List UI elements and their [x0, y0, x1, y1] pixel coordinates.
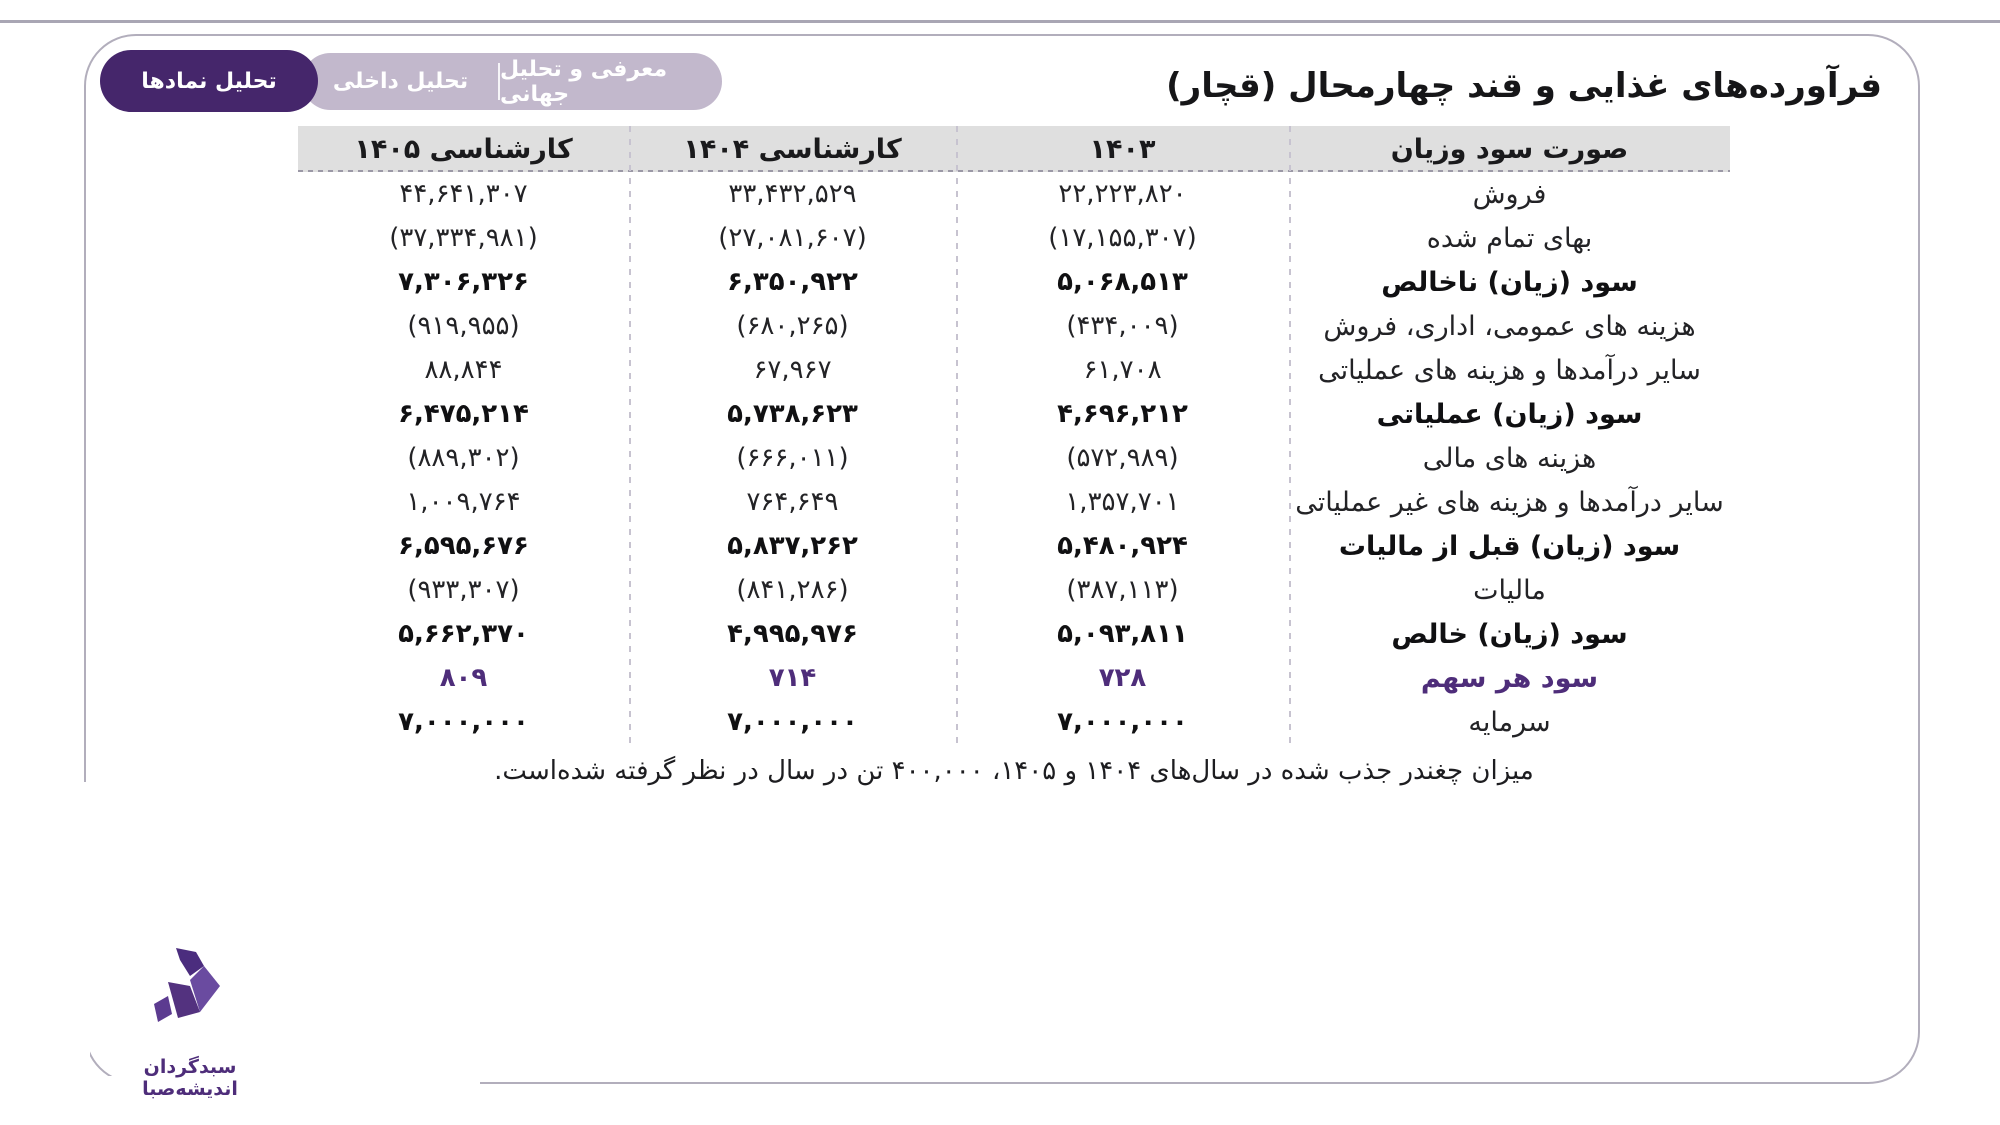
- footnote: میزان چغندر جذب شده در سال‌های ۱۴۰۴ و ۱۴۰۵، ۴۰۰,۰۰۰ تن در سال در نظر گرفته شده‌است.: [494, 756, 1534, 786]
- cell-1405: (۹۳۳,۳۰۷): [407, 575, 520, 605]
- col-header-1405: کارشناسی ۱۴۰۵: [298, 126, 629, 172]
- cell-1403: (۵۷۲,۹۸۹): [1066, 443, 1179, 473]
- page-title: فرآورده‌های غذایی و قند چهارمحال (قچار): [1166, 66, 1882, 106]
- profit-loss-table: [298, 126, 1730, 744]
- cell-1405: (۳۷,۳۳۴,۹۸۱): [389, 223, 538, 253]
- cell-1405: ۵,۶۶۲,۳۷۰: [398, 619, 529, 649]
- cell-1403: ۷,۰۰۰,۰۰۰: [1057, 707, 1188, 737]
- cell-1404: (۶۸۰,۲۶۵): [736, 311, 849, 341]
- col-header-1403: ۱۴۰۳: [956, 126, 1289, 172]
- col-header-statement: صورت سود وزیان: [1289, 126, 1730, 172]
- cell-1404: ۷۶۴,۶۴۹: [746, 487, 839, 517]
- cell-1403: ۱,۳۵۷,۷۰۱: [1065, 487, 1180, 517]
- row-label: هزینه های مالی: [1422, 442, 1597, 474]
- cell-1405: ۷,۳۰۶,۳۲۶: [398, 267, 529, 297]
- tab-internal-analysis[interactable]: تحلیل داخلی: [332, 69, 469, 94]
- tab-group-inactive: [302, 53, 722, 110]
- row-label: سایر درآمدها و هزینه های عملیاتی: [1318, 354, 1701, 386]
- col-header-1404: کارشناسی ۱۴۰۴: [629, 126, 956, 172]
- row-label: مالیات: [1473, 574, 1546, 606]
- cell-1404: ۶,۳۵۰,۹۲۲: [727, 267, 858, 297]
- cell-1405: ۸۸,۸۴۴: [424, 355, 503, 385]
- cell-1405: ۷,۰۰۰,۰۰۰: [398, 707, 529, 737]
- top-divider-line: [0, 20, 2000, 23]
- tab-symbols-analysis-active[interactable]: تحلیل نمادها: [100, 50, 318, 112]
- cell-1403: (۱۷,۱۵۵,۳۰۷): [1048, 223, 1197, 253]
- row-label: سایر درآمدها و هزینه های غیر عملیاتی: [1295, 486, 1724, 518]
- cell-1403: ۵,۴۸۰,۹۲۴: [1057, 531, 1188, 561]
- cell-1404: (۲۷,۰۸۱,۶۰۷): [718, 223, 867, 253]
- card-border-fade-left: [78, 782, 90, 1102]
- column-dashed-divider: [956, 126, 958, 744]
- logo-mark-icon: [142, 946, 238, 1050]
- cell-1404: ۵,۸۳۷,۲۶۲: [727, 531, 858, 561]
- cell-1403: ۵,۰۹۳,۸۱۱: [1057, 619, 1188, 649]
- cell-1403: (۴۳۴,۰۰۹): [1066, 311, 1179, 341]
- cell-1404: ۷۱۴: [768, 663, 817, 693]
- tab-intro-global-analysis[interactable]: معرفی و تحلیل جهانی: [500, 56, 668, 107]
- column-dashed-divider: [1289, 126, 1291, 744]
- cell-1405: ۱,۰۰۹,۷۶۴: [406, 487, 521, 517]
- logo-company-name: سبدگردان اندیشه‌صبا: [142, 1056, 238, 1100]
- cell-1404: ۳۳,۴۳۲,۵۲۹: [728, 179, 857, 209]
- cell-1404: (۶۶۶,۰۱۱): [736, 443, 849, 473]
- row-label: سود (زیان) ناخالص: [1381, 266, 1638, 298]
- cell-1405: (۸۸۹,۳۰۲): [407, 443, 520, 473]
- company-logo: [98, 946, 282, 1100]
- cell-1403: ۵,۰۶۸,۵۱۳: [1057, 267, 1188, 297]
- cell-1403: ۷۲۸: [1098, 663, 1147, 693]
- cell-1403: ۲۲,۲۲۳,۸۲۰: [1058, 179, 1187, 209]
- cell-1405: ۴۴,۶۴۱,۳۰۷: [399, 179, 528, 209]
- cell-1404: ۷,۰۰۰,۰۰۰: [727, 707, 858, 737]
- row-label: فروش: [1472, 178, 1547, 210]
- cell-1404: ۴,۹۹۵,۹۷۶: [727, 619, 858, 649]
- row-label: سود (زیان) قبل از مالیات: [1338, 530, 1681, 562]
- cell-1404: ۶۷,۹۶۷: [753, 355, 832, 385]
- cell-1403: ۴,۶۹۶,۲۱۲: [1057, 399, 1188, 429]
- row-label: سود (زیان) خالص: [1391, 618, 1628, 650]
- cell-1404: ۵,۷۳۸,۶۲۳: [727, 399, 858, 429]
- row-label: بهای تمام شده: [1426, 222, 1593, 254]
- row-label-eps: سود هر سهم: [1420, 662, 1599, 694]
- row-label: سرمایه: [1468, 706, 1551, 738]
- header-dashed-underline: [298, 170, 1730, 172]
- row-label: سود (زیان) عملیاتی: [1376, 398, 1643, 430]
- column-dashed-divider: [629, 126, 631, 744]
- cell-1405: ۶,۵۹۵,۶۷۶: [398, 531, 529, 561]
- cell-1404: (۸۴۱,۲۸۶): [736, 575, 849, 605]
- row-label: هزینه های عمومی، اداری، فروش: [1323, 310, 1696, 342]
- cell-1403: (۳۸۷,۱۱۳): [1066, 575, 1179, 605]
- cell-1405: ۶,۴۷۵,۲۱۴: [398, 399, 529, 429]
- cell-1403: ۶۱,۷۰۸: [1083, 355, 1162, 385]
- cell-1405: (۹۱۹,۹۵۵): [407, 311, 520, 341]
- cell-1405: ۸۰۹: [439, 663, 488, 693]
